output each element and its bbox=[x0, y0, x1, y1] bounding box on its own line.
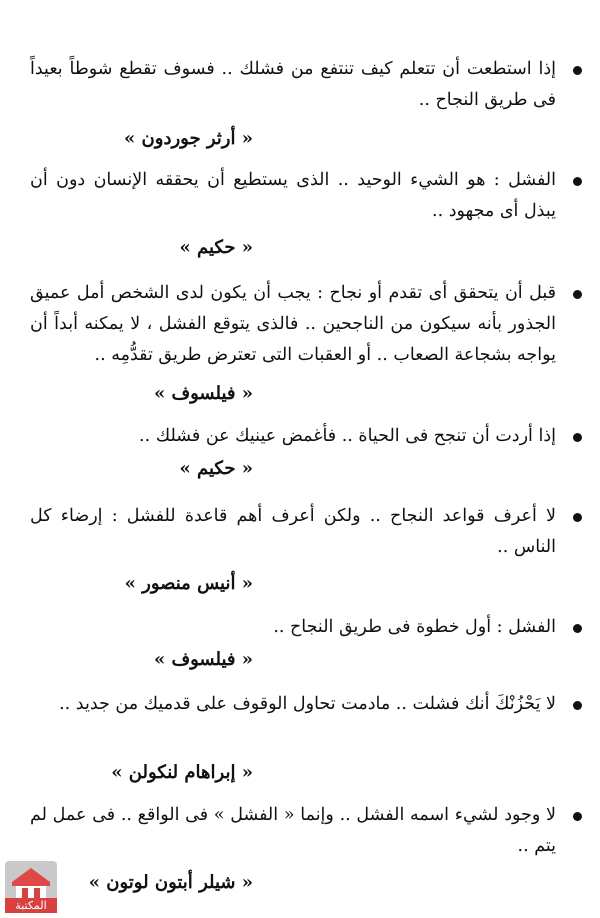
quote-author: « أرثر جوردون » bbox=[124, 128, 253, 149]
bullet-icon bbox=[573, 701, 582, 710]
library-logo-label: المكتبة bbox=[15, 899, 47, 912]
bullet-icon bbox=[573, 812, 582, 821]
quote-text: لا وجود لشيء اسمه الفشل .. وإنما « الفشل » فى الواقع .. فى عمل لم يتم .. bbox=[30, 805, 556, 856]
bullet-icon bbox=[573, 513, 582, 522]
quote-author: « فيلسوف » bbox=[153, 383, 253, 404]
bullet-icon bbox=[573, 433, 582, 442]
bullet-icon bbox=[573, 177, 582, 186]
quote-text: إذا استطعت أن تتعلم كيف تنتفع من فشلك .. فسوف تقطع شوطاً بعيداً فى طريق النجاح .. bbox=[30, 59, 556, 110]
quote-text: إذا أردت أن تنجح فى الحياة .. فأغمض عينيك عن فشلك .. bbox=[139, 426, 556, 446]
quote-item bbox=[30, 421, 578, 452]
quote-author: « شيلر أبتون لوتون » bbox=[88, 872, 253, 893]
bullet-icon bbox=[573, 290, 582, 299]
quote-author: « فيلسوف » bbox=[153, 649, 253, 670]
quote-text: قبل أن يتحقق أى تقدم أو نجاح : يجب أن يكون لدى الشخص أمل عميق الجذور بأنه سيكون من الناجحين .. فالذى يتوقع الفشل ، لا يمكنه أبداً أن يواجه بشجاعة الصعاب .. أو العقبات التى تعترض طريق تقدُّمِه .. bbox=[30, 283, 556, 365]
library-logo bbox=[4, 860, 58, 914]
quote-text: الفشل : أول خطوة فى طريق النجاح .. bbox=[273, 617, 556, 637]
quote-item bbox=[30, 800, 578, 862]
quote-text: الفشل : هو الشيء الوحيد .. الذى يستطيع أن يحققه الإنسان دون أن يبذل أى مجهود .. bbox=[30, 170, 556, 221]
quote-text: لا يَحْزُنْكَ أنك فشلت .. مادمت تحاول الوقوف على قدميك من جديد .. bbox=[59, 694, 556, 714]
quote-author: « أنيس منصور » bbox=[124, 573, 253, 594]
quote-item bbox=[30, 278, 578, 371]
quote-item bbox=[30, 54, 578, 116]
quote-item bbox=[30, 612, 578, 643]
bullet-icon bbox=[573, 624, 582, 633]
quote-item bbox=[30, 165, 578, 227]
quote-item bbox=[30, 689, 578, 720]
quote-item bbox=[30, 501, 578, 563]
quote-author: « حكيم » bbox=[179, 458, 253, 479]
bullet-icon bbox=[573, 66, 582, 75]
quote-author: « حكيم » bbox=[179, 237, 253, 258]
quote-author: « إبراهام لنكولن » bbox=[111, 762, 253, 783]
quote-text: لا أعرف قواعد النجاح .. ولكن أعرف أهم قاعدة للفشل : إرضاء كل الناس .. bbox=[30, 506, 556, 557]
